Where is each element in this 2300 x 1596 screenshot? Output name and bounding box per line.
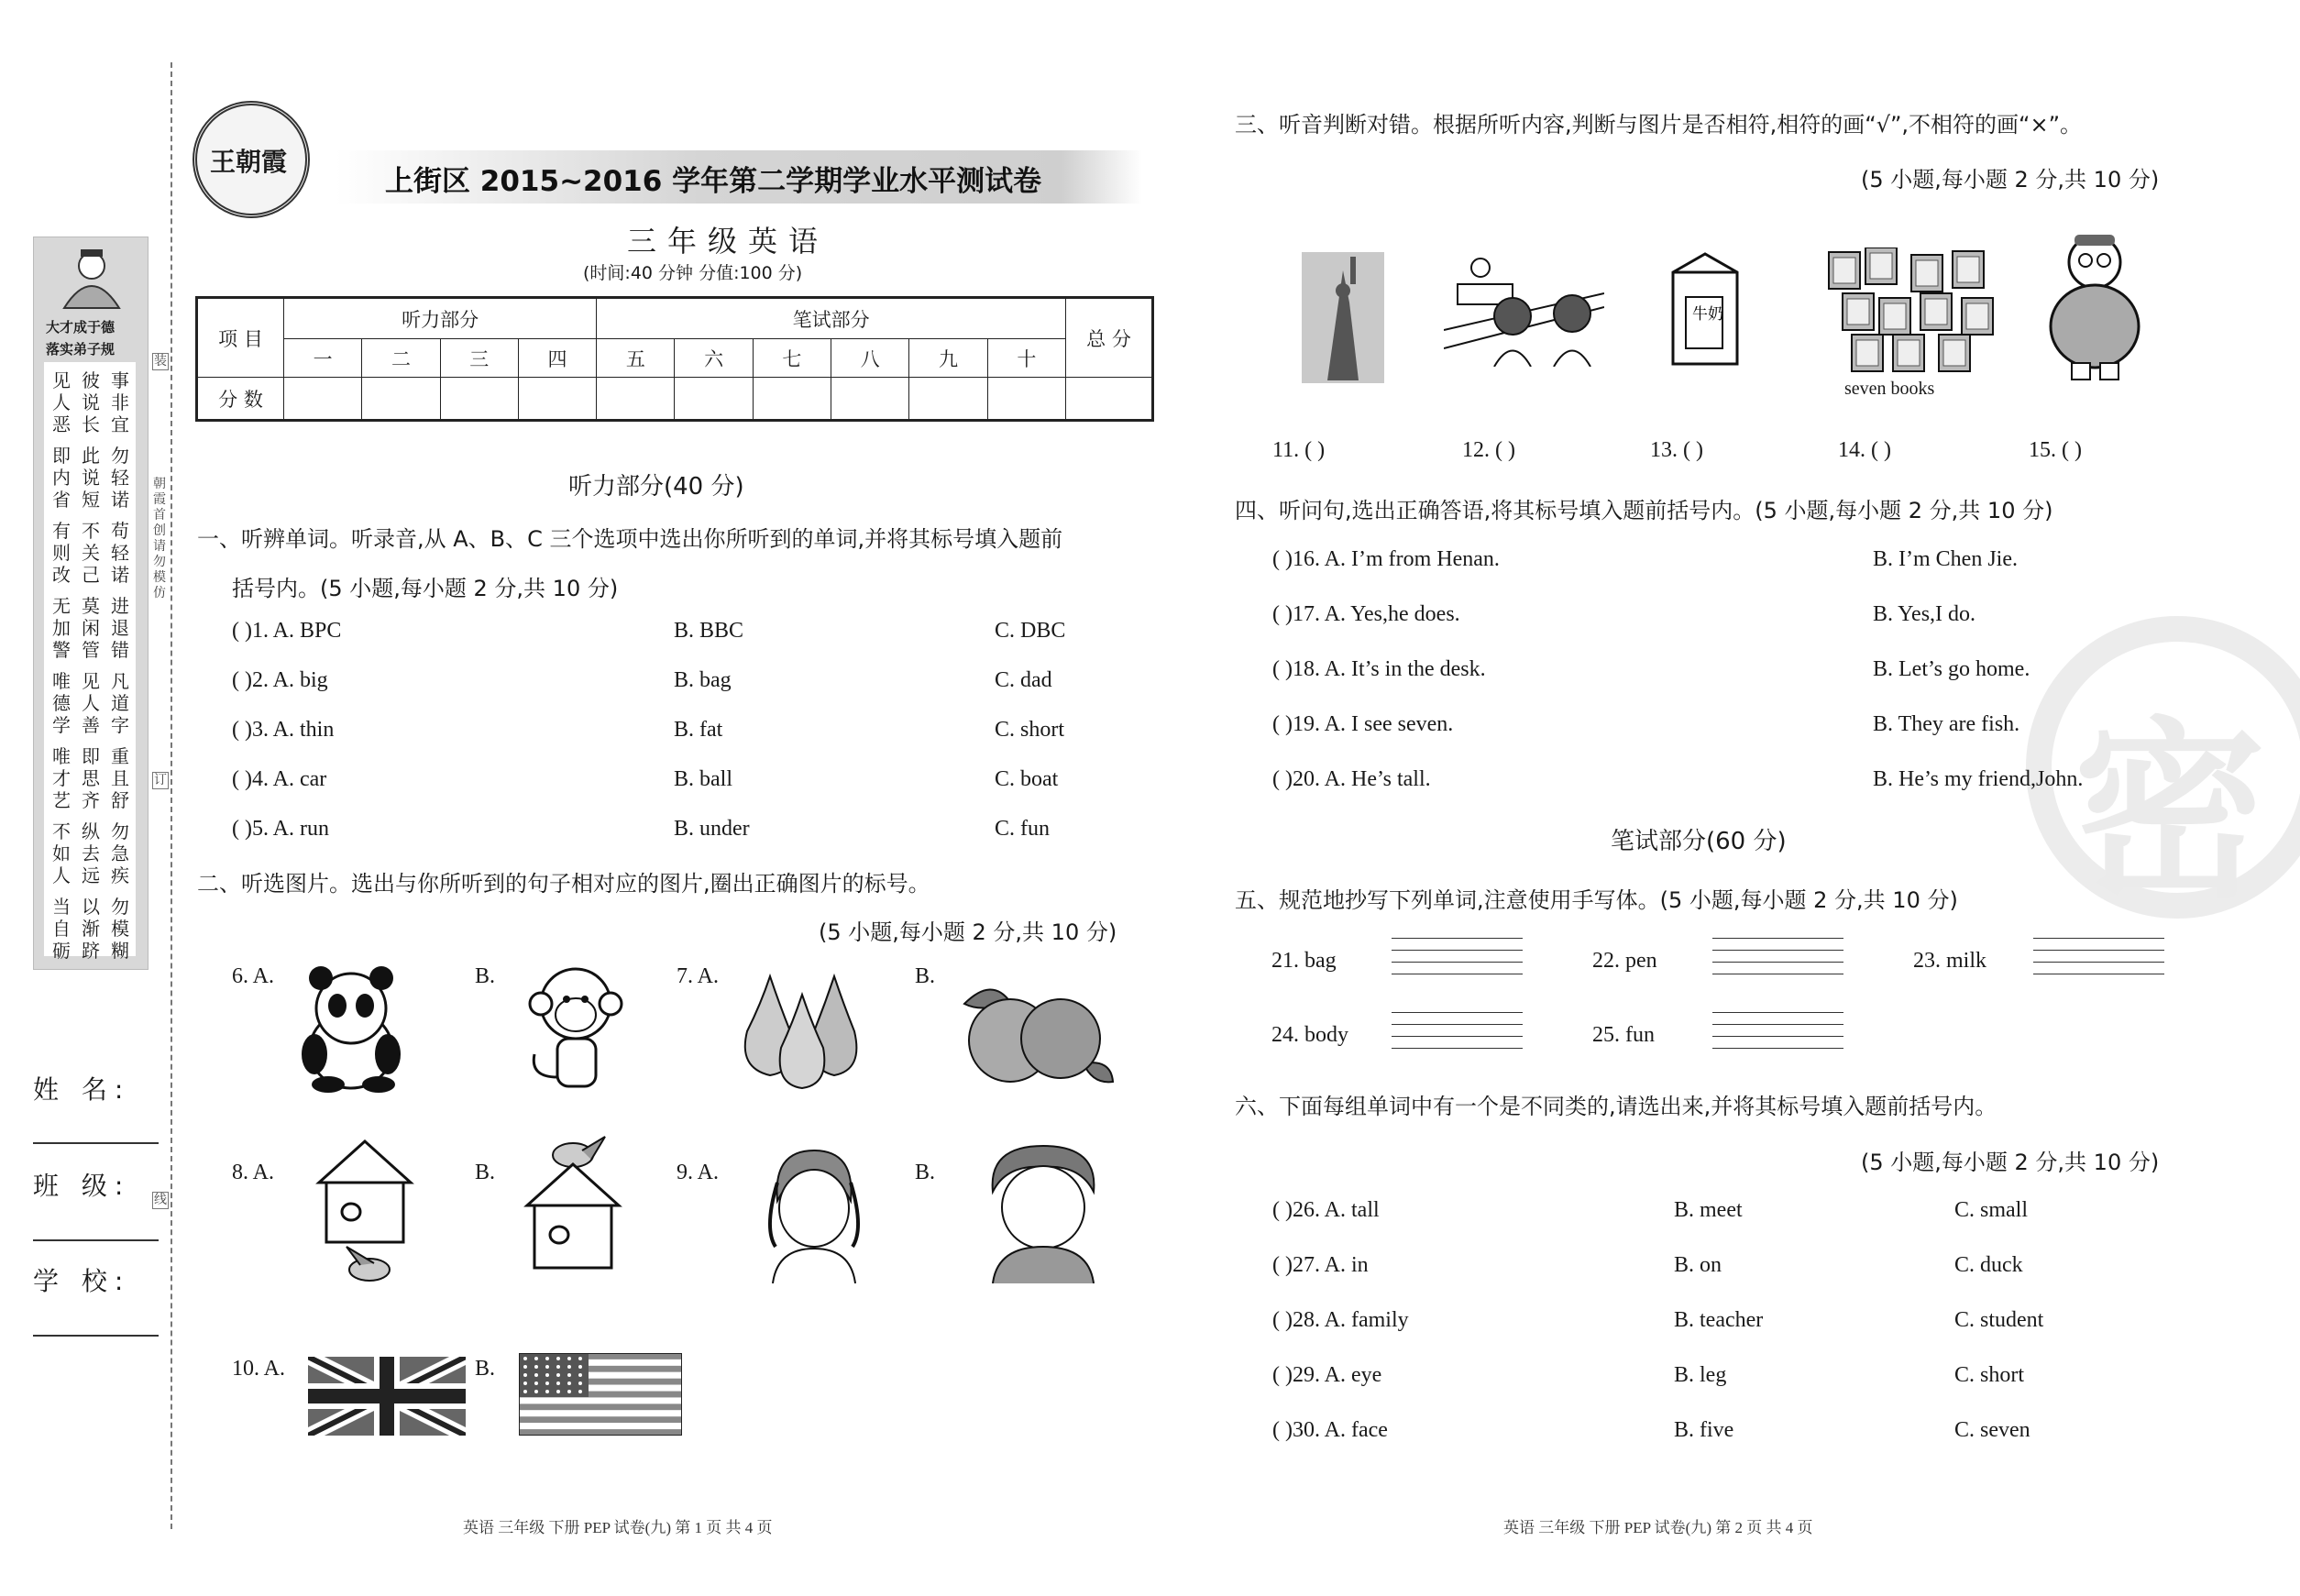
fold-note: 朝霞首创 请勿模仿	[153, 477, 166, 600]
s4-title: 四、听问句,选出正确答语,将其标号填入题前括号内。(5 小题,每小题 2 分,共 10 分)	[1235, 498, 2053, 523]
s4-item-17-b[interactable]: B. Yes,I do.	[1873, 602, 1976, 626]
footer-page2: 英语 三年级 下册 PEP 试卷(九) 第 2 页 共 4 页	[1503, 1519, 1813, 1536]
rule-text: 彼说长	[82, 369, 100, 435]
q9b-label: B.	[915, 1161, 936, 1184]
score-col-10: 十	[987, 339, 1065, 378]
score-col-9: 九	[909, 339, 987, 378]
rule-text: 当自砺	[52, 896, 71, 962]
writing-line[interactable]	[1712, 950, 1843, 951]
s1-item-3-b[interactable]: B. fat	[674, 718, 723, 742]
motto-top: 大才成于德	[46, 319, 116, 336]
score-listening: 听力部分	[284, 298, 597, 339]
s1-item-4-a[interactable]: ( )4. A. car	[232, 767, 327, 791]
rule-text: 见人恶	[52, 369, 71, 435]
s6-item-30-a[interactable]: ( )30. A. face	[1272, 1418, 1388, 1442]
copy-word-23: 23. milk	[1913, 949, 1987, 973]
writing-header: 笔试部分(60 分)	[1611, 828, 1787, 855]
boy-image[interactable]	[979, 1141, 1107, 1283]
bird-on-house-image[interactable]	[518, 1132, 628, 1279]
milk-label: 牛奶	[1692, 305, 1723, 324]
score-col-7: 七	[753, 339, 831, 378]
oranges-image[interactable]	[955, 976, 1116, 1086]
s3-answer-14[interactable]: 14. ( )	[1838, 438, 1891, 462]
panda-image[interactable]	[292, 958, 411, 1095]
writing-line[interactable]	[1392, 1012, 1523, 1013]
rule-text: 凡道字	[111, 670, 129, 736]
s1-item-3-a[interactable]: ( )3. A. thin	[232, 718, 335, 742]
rule-text: 莫闲管	[82, 595, 100, 661]
s6-item-27-a[interactable]: ( )27. A. in	[1272, 1253, 1369, 1277]
s6-item-30-b[interactable]: B. five	[1674, 1418, 1734, 1442]
binding-line	[171, 62, 172, 1529]
us-flag-image[interactable]	[519, 1353, 682, 1436]
s6-item-28-c[interactable]: C. student	[1954, 1308, 2044, 1332]
s4-item-19-a[interactable]: ( )19. A. I see seven.	[1272, 712, 1454, 736]
q7b-label: B.	[915, 964, 936, 988]
rule-text: 不如人	[52, 820, 71, 886]
writing-line[interactable]	[1712, 1012, 1843, 1013]
s2-title: 二、听选图片。选出与你所听到的句子相对应的图片,圈出正确图片的标号。	[197, 871, 930, 897]
s1-item-4-c[interactable]: C. boat	[995, 767, 1059, 791]
writing-line[interactable]	[1392, 962, 1523, 963]
fat-man-image[interactable]	[2040, 227, 2150, 383]
rule-text: 以渐跻	[82, 896, 100, 962]
copy-word-22: 22. pen	[1592, 949, 1657, 973]
s6-item-26-a[interactable]: ( )26. A. tall	[1272, 1198, 1380, 1222]
s4-item-16-a[interactable]: ( )16. A. I’m from Henan.	[1272, 547, 1500, 571]
score-table	[195, 296, 1154, 422]
score-col-1: 一	[284, 339, 362, 378]
rule-text: 纵去远	[82, 820, 100, 886]
seal-mark-1: 装	[154, 354, 167, 369]
rule-text: 唯才艺	[52, 745, 71, 811]
s6-item-26-b[interactable]: B. meet	[1674, 1198, 1743, 1222]
rule-text: 进退错	[111, 595, 129, 661]
q8a-label: 8. A.	[232, 1161, 275, 1184]
exam-time: (时间:40 分钟 分值:100 分)	[583, 263, 803, 283]
school-field[interactable]	[33, 1335, 159, 1337]
s1-item-3-c[interactable]: C. short	[995, 718, 1065, 742]
s6-item-27-c[interactable]: C. duck	[1954, 1253, 2023, 1277]
s1-item-2-a[interactable]: ( )2. A. big	[232, 668, 328, 692]
s1-item-2-b[interactable]: B. bag	[674, 668, 732, 692]
q6b-label: B.	[475, 964, 496, 988]
s1-item-1-a[interactable]: ( )1. A. BPC	[232, 619, 342, 643]
s1-item-1-c[interactable]: C. DBC	[995, 619, 1066, 643]
uk-flag-image[interactable]	[308, 1357, 466, 1436]
rule-text: 不关己	[82, 520, 100, 586]
rule-text: 无加警	[52, 595, 71, 661]
listening-header: 听力部分(40 分)	[568, 473, 744, 501]
s3-title: 三、听音判断对错。根据所听内容,判断与图片是否相符,相符的画“√”,不相符的画“×”。	[1235, 112, 2083, 138]
s1-item-4-b[interactable]: B. ball	[674, 767, 732, 791]
q9a-label: 9. A.	[677, 1161, 720, 1184]
rules-text	[44, 362, 136, 962]
copy-word-21: 21. bag	[1271, 949, 1337, 973]
s6-item-30-c[interactable]: C. seven	[1954, 1418, 2030, 1442]
books-caption: seven books	[1844, 379, 1935, 399]
girl-image[interactable]	[759, 1146, 869, 1283]
s1-item-5-c[interactable]: C. fun	[995, 817, 1050, 841]
boys-at-wall-image[interactable]	[1444, 257, 1604, 367]
score-total: 总 分	[1066, 298, 1153, 378]
s6-item-29-a[interactable]: ( )29. A. eye	[1272, 1363, 1382, 1387]
score-label: 分 数	[197, 378, 284, 421]
score-col-4: 四	[518, 339, 596, 378]
rule-text: 唯德学	[52, 670, 71, 736]
writing-line[interactable]	[1712, 1048, 1843, 1049]
brand-logo: 王朝霞	[193, 101, 310, 218]
score-col-3: 三	[440, 339, 518, 378]
rule-text: 事非宜	[111, 369, 129, 435]
s4-item-20-a[interactable]: ( )20. A. He’s tall.	[1272, 767, 1431, 791]
scholar-figure	[50, 246, 133, 310]
rule-text: 此说短	[82, 445, 100, 511]
bird-under-house-image[interactable]	[310, 1137, 420, 1288]
s3-answer-11[interactable]: 11. ( )	[1272, 438, 1326, 462]
copy-word-24: 24. body	[1271, 1023, 1348, 1047]
q7a-label: 7. A.	[677, 964, 720, 988]
q10b-label: B.	[475, 1357, 496, 1381]
writing-line[interactable]	[1392, 1036, 1523, 1037]
s1-title: 一、听辨单词。听录音,从 A、B、C 三个选项中选出你所听到的单词,并将其标号填入题前	[197, 526, 1063, 552]
s2-score: (5 小题,每小题 2 分,共 10 分)	[819, 919, 1117, 945]
s6-item-29-c[interactable]: C. short	[1954, 1363, 2025, 1387]
class-label: 班 级:	[33, 1171, 131, 1201]
s5-title: 五、规范地抄写下列单词,注意使用手写体。(5 小题,每小题 2 分,共 10 分)	[1235, 887, 1958, 913]
s1-item-2-c[interactable]: C. dad	[995, 668, 1052, 692]
s4-item-18-b[interactable]: B. Let’s go home.	[1873, 657, 2030, 681]
seal-mark-2: 订	[154, 773, 167, 787]
score-item-label: 项 目	[197, 298, 284, 378]
writing-line[interactable]	[2033, 950, 2164, 951]
rule-text: 即内省	[52, 445, 71, 511]
rule-text: 勿急疾	[111, 820, 129, 886]
writing-line[interactable]	[1392, 938, 1523, 939]
footer-page1: 英语 三年级 下册 PEP 试卷(九) 第 1 页 共 4 页	[463, 1519, 773, 1536]
rule-text: 即思齐	[82, 745, 100, 811]
rule-text: 重且舒	[111, 745, 129, 811]
s4-item-18-a[interactable]: ( )18. A. It’s in the desk.	[1272, 657, 1486, 681]
s3-answer-12[interactable]: 12. ( )	[1462, 438, 1515, 462]
class-field[interactable]	[33, 1239, 159, 1241]
s3-score: (5 小题,每小题 2 分,共 10 分)	[1861, 167, 2160, 193]
q6a-label: 6. A.	[232, 964, 275, 988]
s1-item-1-b[interactable]: B. BBC	[674, 619, 744, 643]
score-col-2: 二	[362, 339, 440, 378]
s3-answer-15[interactable]: 15. ( )	[2029, 438, 2082, 462]
rule-text: 有则改	[52, 520, 71, 586]
q8b-label: B.	[475, 1161, 496, 1184]
name-field[interactable]	[33, 1142, 159, 1144]
exam-title: 上街区 2015~2016 学年第二学期学业水平测试卷	[385, 165, 1042, 198]
q10a-label: 10. A.	[232, 1357, 286, 1381]
s6-score: (5 小题,每小题 2 分,共 10 分)	[1861, 1150, 2160, 1175]
s1-item-5-a[interactable]: ( )5. A. run	[232, 817, 329, 841]
writing-line[interactable]	[1712, 938, 1843, 939]
rule-text: 勿轻诺	[111, 445, 129, 511]
rule-text: 苟轻诺	[111, 520, 129, 586]
s6-item-27-b[interactable]: B. on	[1674, 1253, 1722, 1277]
writing-line[interactable]	[1392, 950, 1523, 951]
school-label: 学 校:	[33, 1266, 131, 1296]
exam-subject: 三年级英语	[627, 224, 830, 259]
s6-item-28-a[interactable]: ( )28. A. family	[1272, 1308, 1409, 1332]
s1-title-2: 括号内。(5 小题,每小题 2 分,共 10 分)	[232, 576, 619, 601]
score-col-6: 六	[675, 339, 753, 378]
writing-line[interactable]	[2033, 938, 2164, 939]
monkey-image[interactable]	[521, 958, 631, 1100]
seal-mark-3: 线	[154, 1193, 167, 1207]
motto-bottom: 落实弟子规	[46, 341, 116, 358]
pears-image[interactable]	[733, 967, 871, 1091]
writing-line[interactable]	[2033, 962, 2164, 963]
s4-item-20-b[interactable]: B. He’s my friend,John.	[1873, 767, 2084, 791]
s4-item-17-a[interactable]: ( )17. A. Yes,he does.	[1272, 602, 1460, 626]
s3-answer-13[interactable]: 13. ( )	[1650, 438, 1703, 462]
rule-text: 勿模糊	[111, 896, 129, 962]
books-image[interactable]	[1824, 248, 1994, 376]
statue-of-liberty-image[interactable]	[1302, 252, 1384, 383]
s1-item-5-b[interactable]: B. under	[674, 817, 750, 841]
writing-line[interactable]	[1392, 1048, 1523, 1049]
writing-line[interactable]	[1712, 962, 1843, 963]
watermark-char: 密	[2074, 700, 2267, 925]
copy-word-25: 25. fun	[1592, 1023, 1655, 1047]
s6-item-29-b[interactable]: B. leg	[1674, 1363, 1727, 1387]
writing-line[interactable]	[1392, 1024, 1523, 1025]
s6-item-26-c[interactable]: C. small	[1954, 1198, 2029, 1222]
s6-item-28-b[interactable]: B. teacher	[1674, 1308, 1764, 1332]
s4-item-16-b[interactable]: B. I’m Chen Jie.	[1873, 547, 2018, 571]
s4-item-19-b[interactable]: B. They are fish.	[1873, 712, 2020, 736]
s6-title: 六、下面每组单词中有一个是不同类的,请选出来,并将其标号填入题前括号内。	[1235, 1094, 1997, 1119]
milk-carton-image[interactable]	[1664, 249, 1746, 369]
rule-text: 见人善	[82, 670, 100, 736]
writing-line[interactable]	[1712, 1036, 1843, 1037]
score-writing: 笔试部分	[597, 298, 1066, 339]
writing-line[interactable]	[1712, 1024, 1843, 1025]
score-col-5: 五	[597, 339, 675, 378]
name-label: 姓 名:	[33, 1074, 131, 1105]
score-col-8: 八	[831, 339, 909, 378]
